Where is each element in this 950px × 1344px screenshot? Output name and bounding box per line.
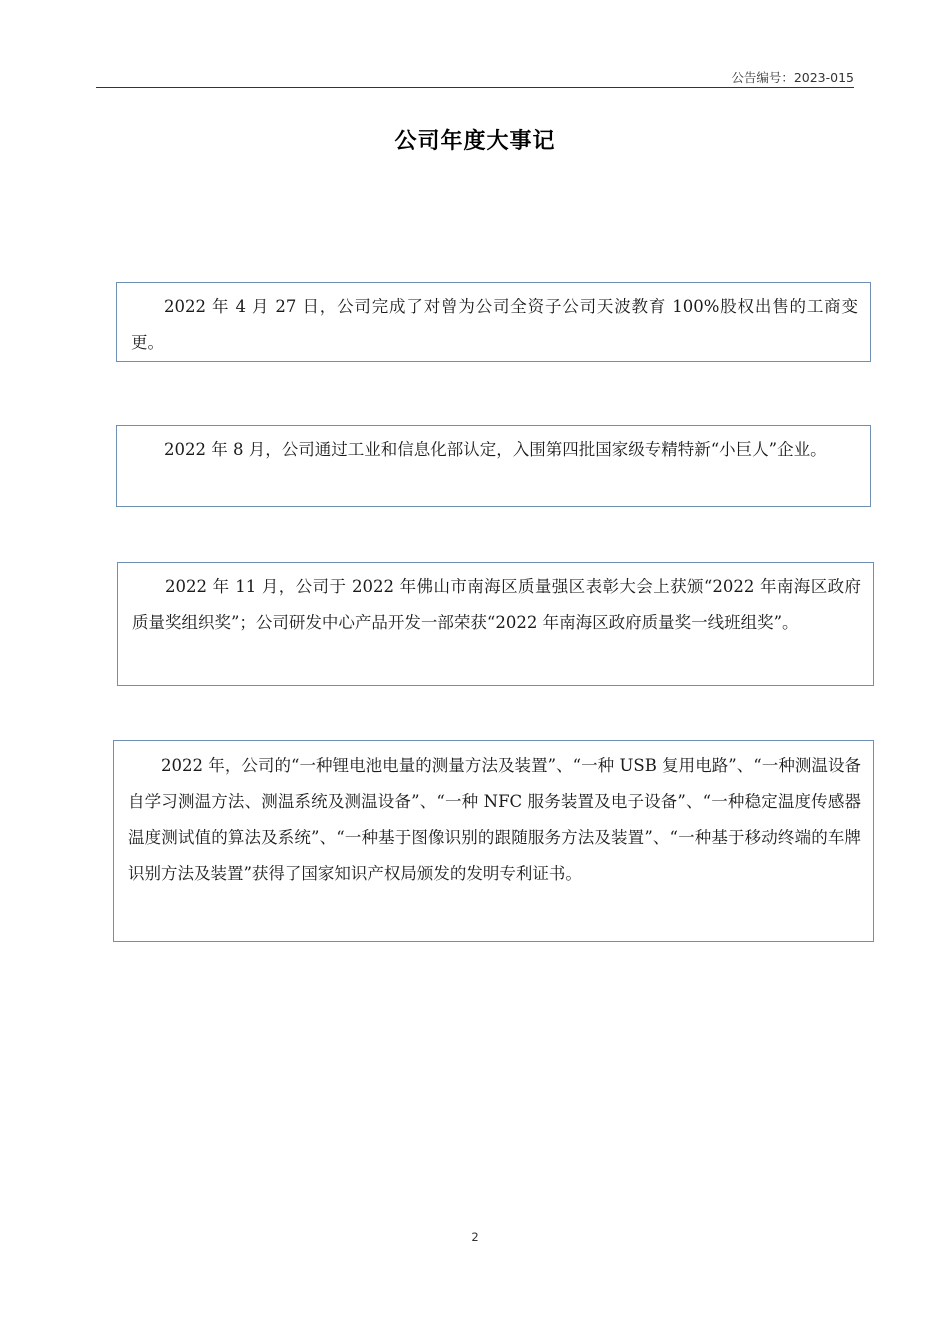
event-box-3: 2022 年 11 月，公司于 2022 年佛山市南海区质量强区表彰大会上获颁“2022 年南海区政府质量奖组织奖”；公司研发中心产品开发一部荣获“2022 年南海区政府质量奖一线班组奖”。 [117,562,874,686]
header-divider [96,87,854,88]
event-box-1: 2022 年 4 月 27 日，公司完成了对曾为公司全资子公司天波教育 100%股权出售的工商变更。 [116,282,871,362]
announcement-number: 公告编号：2023-015 [731,70,854,85]
event-box-2: 2022 年 8 月，公司通过工业和信息化部认定，入围第四批国家级专精特新“小巨人”企业。 [116,425,871,507]
page-number: 2 [471,1230,479,1244]
event-box-4: 2022 年，公司的“一种锂电池电量的测量方法及装置”、“一种 USB 复用电路”、“一种测温设备自学习测温方法、测温系统及测温设备”、“一种 NFC 服务装置及电子设备”、“一种稳定温度传感器温度测试值的算法及系统”、“一种基于图像识别的跟随服务方法及装置”、“一种基于移动终端的车牌识别方法及装置”获得了国家知识产权局颁发的发明专利证书。 [113,740,874,942]
page-title: 公司年度大事记 [394,129,556,154]
